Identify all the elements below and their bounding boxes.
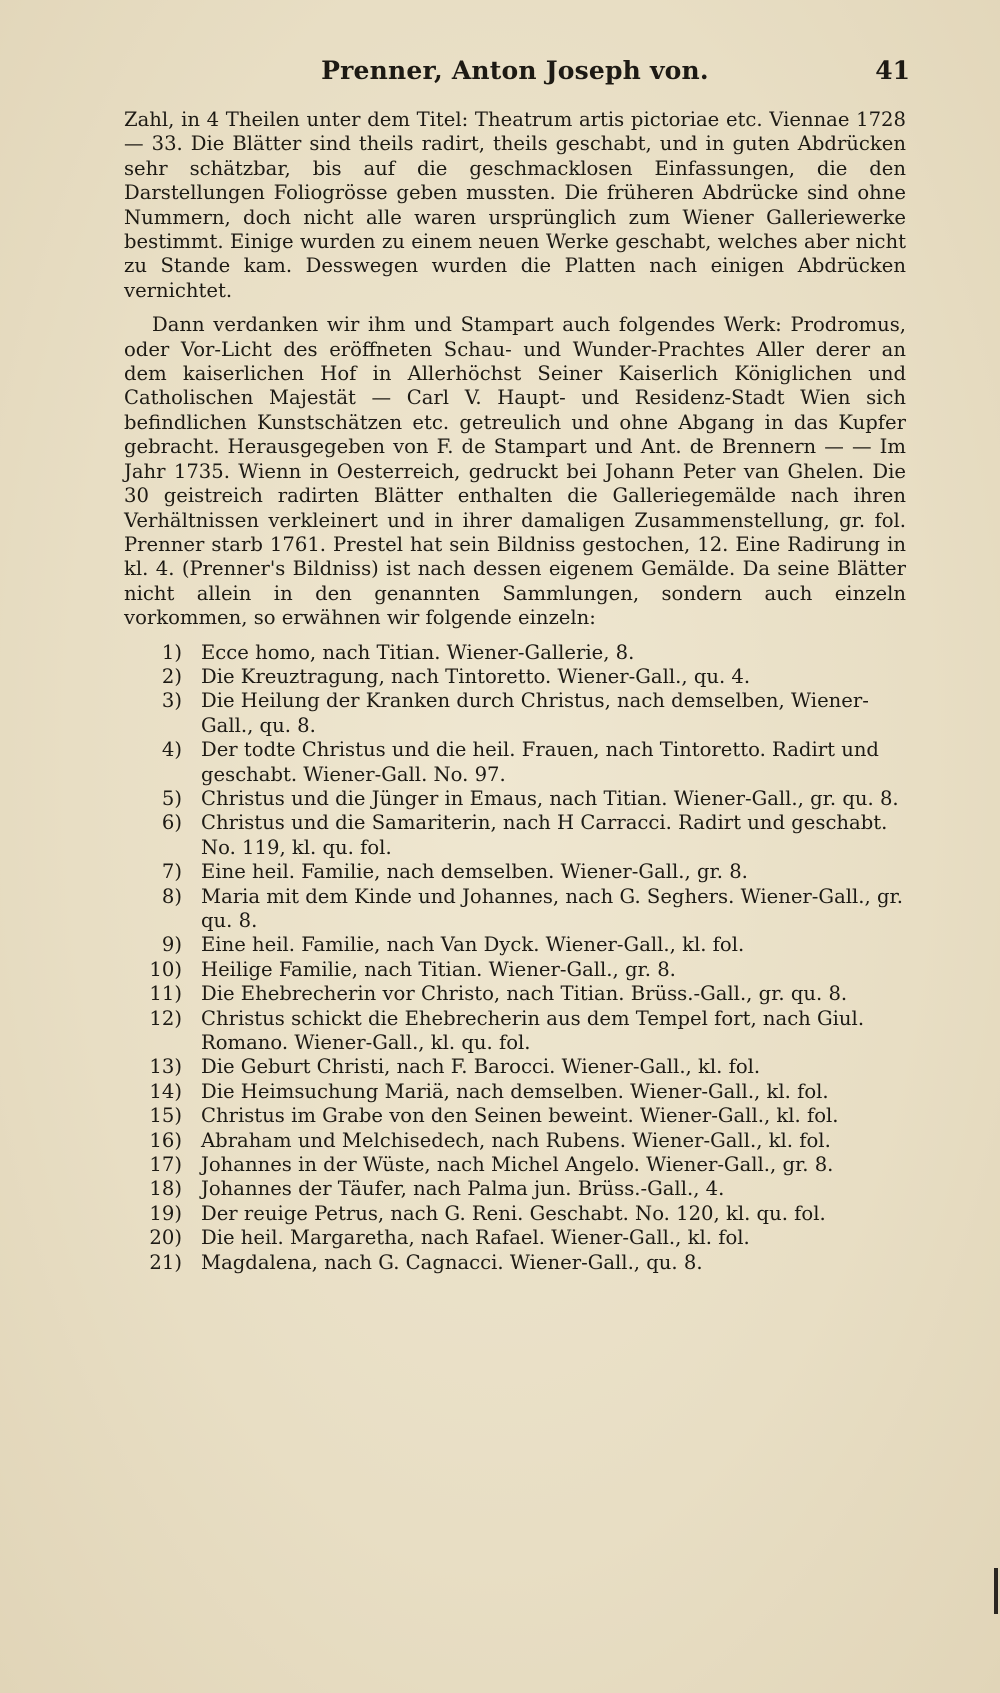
item-text: Ecce homo, nach Titian. Wiener-Gallerie, 8. <box>201 640 635 664</box>
item-number: 13) <box>149 1055 182 1079</box>
paragraph-continuation: Zahl, in 4 Theilen unter dem Titel: Theatrum artis pictoriae etc. Viennae 1728 — 33. Die Blätter sind theils radirt, theils geschabt, und in guten Abdrücken sehr schätzbar, bis auf die geschmacklosen Einfassungen, die den Darstellungen Foliogrösse geben mussten. Die früheren Abdrücke sind ohne Nummern, doch nicht alle waren ursprünglich zum Wiener Galleriewerke bestimmt. Einige wurden zu einem neuen Werke geschabt, welches aber nicht zu Stande kam. Desswegen wurden die Platten nach einigen Abdrücken vernichtet. <box>124 108 906 302</box>
page-edge-mark <box>994 1568 998 1614</box>
item-number: 12) <box>149 1006 182 1030</box>
item-text: Christus und die Jünger in Emaus, nach Titian. Wiener-Gall., gr. qu. 8. <box>201 786 899 810</box>
list-item <box>124 885 906 934</box>
list-item <box>124 1080 906 1104</box>
item-text: Abraham und Melchisedech, nach Rubens. Wiener-Gall., kl. fol. <box>201 1128 831 1152</box>
item-number: 20) <box>149 1226 182 1250</box>
item-number: 11) <box>149 982 182 1006</box>
page-body <box>124 108 906 1275</box>
item-number: 6) <box>161 811 182 835</box>
list-item <box>124 860 906 884</box>
running-title: Prenner, Anton Joseph von. <box>321 56 709 85</box>
item-text: Christus im Grabe von den Seinen beweint. Wiener-Gall., kl. fol. <box>201 1104 839 1128</box>
item-text: Die Geburt Christi, nach F. Barocci. Wiener-Gall., kl. fol. <box>201 1055 761 1079</box>
item-text: Heilige Familie, nach Titian. Wiener-Gall., gr. 8. <box>201 957 676 981</box>
item-text: Die heil. Margaretha, nach Rafael. Wiener-Gall., kl. fol. <box>201 1226 750 1250</box>
page-header <box>120 56 910 92</box>
item-number: 4) <box>161 738 182 762</box>
item-number: 19) <box>149 1201 182 1225</box>
list-item <box>124 1177 906 1201</box>
list-item <box>124 811 906 860</box>
list-item <box>124 738 906 787</box>
item-text: Eine heil. Familie, nach demselben. Wiener-Gall., gr. 8. <box>201 860 748 884</box>
item-number: 21) <box>149 1250 182 1274</box>
item-text: Christus und die Samariterin, nach H Carracci. Radirt und geschabt. No. 119, kl. qu. fol. <box>201 811 888 859</box>
paragraph-prodromus: Dann verdanken wir ihm und Stampart auch folgendes Werk: Prodromus, oder Vor-Licht des eröffneten Schau- und Wunder-Prachtes Aller derer an dem kaiserlichen Hof in Allerhöchst Seiner Kaiserlich Königlichen und Catholischen Majestät — Carl V. Haupt- und Residenz-Stadt Wien sich befindlichen Kunstschätzen etc. getreulich und ohne Abgang in das Kupfer gebracht. Herausgegeben von F. de Stampart und Ant. de Brennern — — Im Jahr 1735. Wienn in Oesterreich, gedruckt bei Johann Peter van Ghelen. Die 30 geistreich radirten Blätter enthalten die Galleriegemälde nach ihren Verhältnissen verkleinert und in ihrer damaligen Zusammenstellung, gr. fol. Prenner starb 1761. Prestel hat sein Bildniss gestochen, 12. Eine Radirung in kl. 4. (Prenner's Bildniss) ist nach dessen eigenem Gemälde. Da seine Blätter nicht allein in den genannten Sammlungen, sondern auch einzeln vorkommen, so erwähnen wir folgende einzeln: <box>124 313 906 630</box>
item-text: Maria mit dem Kinde und Johannes, nach G. Seghers. Wiener-Gall., gr. qu. 8. <box>201 884 903 932</box>
list-item <box>124 1153 906 1177</box>
item-text: Die Ehebrecherin vor Christo, nach Titian. Brüss.-Gall., gr. qu. 8. <box>201 982 848 1006</box>
list-item <box>124 1007 906 1056</box>
item-number: 5) <box>161 786 182 810</box>
item-text: Der todte Christus und die heil. Frauen, nach Tintoretto. Radirt und geschabt. Wiener-Gall. No. 97. <box>201 738 879 786</box>
list-item <box>124 933 906 957</box>
item-number: 3) <box>161 689 182 713</box>
item-text: Die Heimsuchung Mariä, nach demselben. Wiener-Gall., kl. fol. <box>201 1079 829 1103</box>
item-number: 15) <box>149 1104 182 1128</box>
item-number: 7) <box>161 860 182 884</box>
list-item <box>124 1251 906 1275</box>
item-number: 9) <box>161 933 182 957</box>
item-number: 18) <box>149 1177 182 1201</box>
item-text: Magdalena, nach G. Cagnacci. Wiener-Gall., qu. 8. <box>201 1250 703 1274</box>
item-text: Die Kreuztragung, nach Tintoretto. Wiener-Gall., qu. 4. <box>201 664 751 688</box>
list-item <box>124 641 906 665</box>
item-text: Die Heilung der Kranken durch Christus, nach demselben, Wiener-Gall., qu. 8. <box>201 689 869 737</box>
list-item <box>124 1104 906 1128</box>
item-number: 17) <box>149 1153 182 1177</box>
item-number: 8) <box>161 884 182 908</box>
list-item <box>124 1202 906 1226</box>
item-number: 1) <box>161 640 182 664</box>
works-list <box>124 641 906 1276</box>
item-text: Johannes in der Wüste, nach Michel Angelo. Wiener-Gall., gr. 8. <box>201 1153 834 1177</box>
list-item <box>124 1055 906 1079</box>
item-number: 2) <box>161 664 182 688</box>
item-number: 14) <box>149 1079 182 1103</box>
list-item <box>124 787 906 811</box>
list-item <box>124 958 906 982</box>
list-item <box>124 982 906 1006</box>
item-number: 16) <box>149 1128 182 1152</box>
page-number: 41 <box>875 56 910 85</box>
item-text: Der reuige Petrus, nach G. Reni. Geschabt. No. 120, kl. qu. fol. <box>201 1201 826 1225</box>
item-text: Eine heil. Familie, nach Van Dyck. Wiener-Gall., kl. fol. <box>201 933 745 957</box>
list-item <box>124 665 906 689</box>
item-text: Christus schickt die Ehebrecherin aus dem Tempel fort, nach Giul. Romano. Wiener-Gall., kl. qu. fol. <box>201 1006 865 1055</box>
item-text: Johannes der Täufer, nach Palma jun. Brüss.-Gall., 4. <box>201 1177 725 1201</box>
list-item <box>124 689 906 738</box>
list-item <box>124 1226 906 1250</box>
item-number: 10) <box>149 957 182 981</box>
list-item <box>124 1129 906 1153</box>
